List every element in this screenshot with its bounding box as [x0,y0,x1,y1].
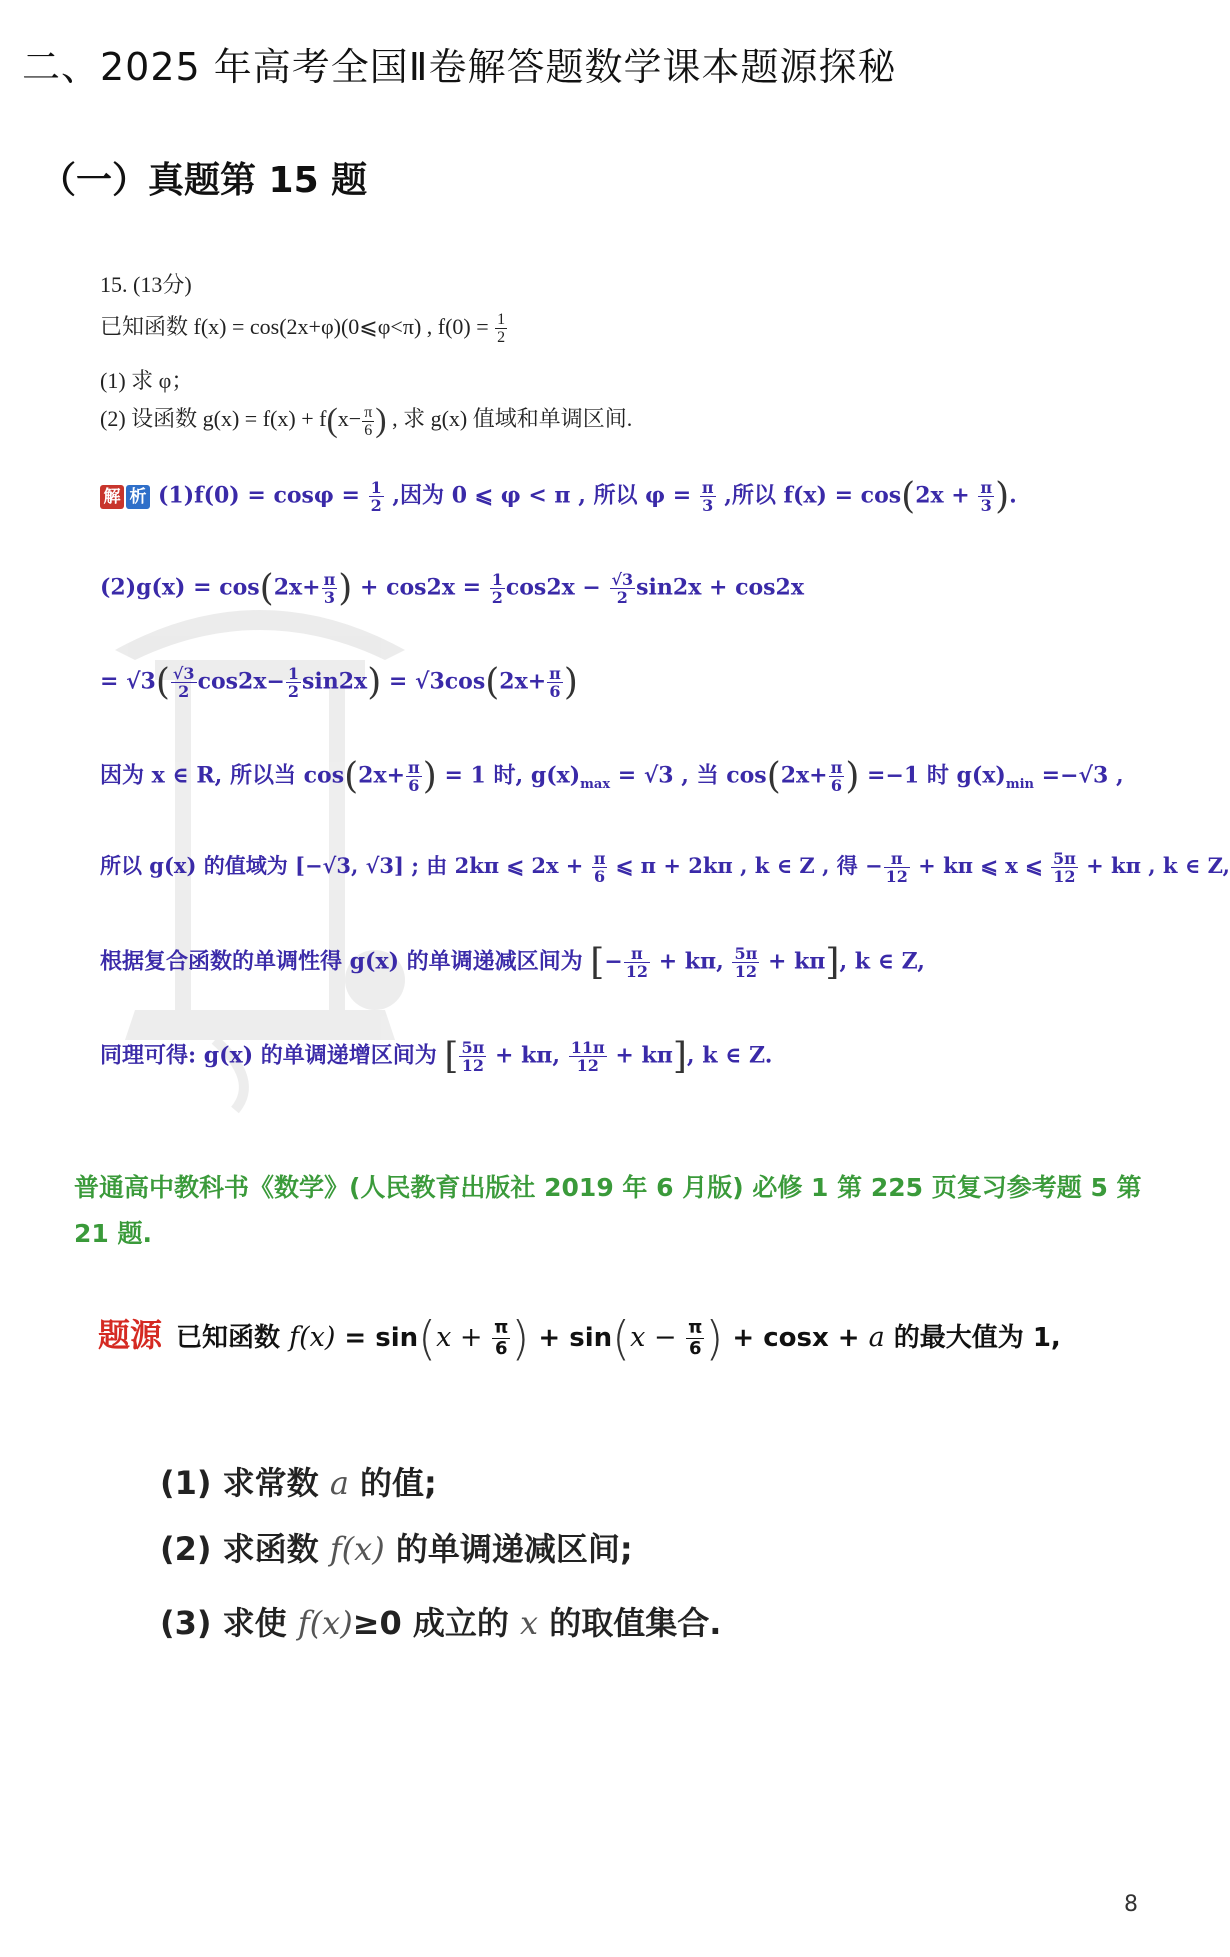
denominator: 12 [885,867,908,886]
solution-line-3 [100,662,578,703]
text: , 求 g(x) 值域和单调区间. [386,406,633,432]
fraction [492,1318,510,1359]
solution-line-4 [100,756,1124,797]
denominator: 2 [370,496,382,515]
text: = √3 [100,668,156,695]
solution-line-5 [100,850,1230,885]
text: 同理可得: g(x) 的单调递增区间为 [100,1042,445,1069]
paren-right: ) [563,662,578,703]
numerator: π [701,478,714,497]
denominator: 6 [364,421,373,439]
denominator: 2 [178,682,190,701]
text: cos2x− [197,668,285,695]
fraction [286,665,301,700]
math: x + [436,1322,492,1353]
denominator: 6 [688,1338,702,1359]
text: 因为 x ∈ R, 所以当 cos [100,762,345,789]
math: f(x) [289,1322,336,1353]
text: + kπ, [487,1042,568,1069]
text: 所以 g(x) 的值域为 [−√3, √3] ; 由 2kπ ⩽ 2x + [100,853,591,878]
numerator: π [593,849,606,868]
numerator: √3 [611,570,634,589]
paren-left: ( [485,662,500,703]
solution-line-7 [100,1036,772,1077]
subquestion-1 [160,1458,437,1504]
fraction [547,665,563,700]
numerator: π [408,758,420,777]
source-label: 题源 [98,1316,163,1354]
text: + sin [529,1323,613,1353]
fraction [610,571,636,606]
text: 求函数 [211,1530,330,1568]
text: − [604,948,623,975]
text: 的值; [348,1464,437,1502]
subquestion-number: (3) [160,1604,212,1642]
fraction [495,311,507,346]
paren-right: ) [705,1311,724,1366]
solution-line-2 [100,568,804,609]
text: + kπ [607,1042,673,1069]
paren-right: ) [422,756,437,797]
numerator: π [624,945,650,963]
text: 已知函数 [176,1323,290,1353]
text: =−√3 , [1034,762,1124,789]
textbook-reference-line-1: 普通高中教科书《数学》(人民教育出版社 2019 年 6 月版) 必修 1 第 225 页复习参考题 5 第 [74,1173,1142,1202]
text: cos2x − [505,574,609,601]
numerator: 1 [497,311,506,329]
numerator: 1 [370,478,382,497]
math: a [329,1464,349,1502]
fraction [171,665,197,700]
subscript: max [580,776,611,792]
solution-tag-char: 析 [126,485,150,509]
text: ,所以 f(x) = cos [716,482,902,509]
paren-right: ) [375,402,387,439]
fraction [700,479,716,514]
text: + kπ [760,948,826,975]
paren-left: ( [259,568,274,609]
text: + kπ, [651,948,732,975]
text: ≥0 成立的 [352,1604,521,1642]
paren-left: ( [155,662,170,703]
denominator: 6 [594,867,606,886]
text: 2x+ [499,668,547,695]
paren-left: ( [766,756,781,797]
fraction [732,945,759,980]
paren-left: ( [418,1311,437,1366]
text: = sin [335,1323,419,1353]
text: 的单调递减区间; [384,1530,633,1568]
paren-right: ) [845,756,860,797]
numerator: 5π [461,1038,485,1057]
fraction [362,404,374,439]
text: 2x + [915,482,978,509]
denominator: 6 [495,1338,508,1359]
denominator: 12 [576,1056,599,1075]
fraction [459,1039,486,1074]
numerator: 1 [287,664,300,683]
solution-line-6 [100,942,925,983]
numerator: π [549,664,561,683]
math: f(x) [297,1604,353,1642]
text: sin2x + cos2x [636,574,804,601]
problem-number: 15. (13分) [100,272,192,297]
fraction [490,571,505,606]
denominator: 12 [1053,867,1076,886]
denominator: 2 [497,329,506,347]
problem-part1: (1) 求 φ； [100,368,194,393]
denominator: 3 [323,588,335,607]
text: + cos2x = [352,574,489,601]
fraction [884,850,910,885]
text: = 1 时, g(x) [436,762,581,789]
denominator: 3 [702,496,714,515]
problem-part2 [100,402,632,440]
fraction [1051,850,1078,885]
numerator: √3 [172,664,195,683]
text: + kπ , k ∈ Z, [1078,853,1230,878]
text: (1)f(0) = cosφ = [158,482,368,509]
background-illustration [95,560,425,1110]
denominator: 12 [625,962,649,981]
fraction [322,571,338,606]
denominator: 2 [287,682,300,701]
subquestion-2 [160,1524,633,1570]
fraction [569,1039,607,1074]
text: sin2x [302,668,368,695]
text: = √3cos [381,668,486,695]
math: x − [630,1322,686,1353]
denominator: 6 [549,682,561,701]
fraction [624,945,650,980]
fraction [686,1318,704,1359]
bracket-left: [ [444,1036,459,1077]
text: 的取值集合. [538,1604,722,1642]
paren-right: ) [995,476,1010,517]
fraction [406,759,422,794]
bracket-left: [ [590,942,605,983]
text: ⩽ π + 2kπ , k ∈ Z , 得 − [608,853,883,878]
math: f(x) [329,1530,385,1568]
text: . [1009,482,1017,509]
numerator: π [830,758,843,777]
text: 2x+ [780,762,828,789]
numerator: 5π [734,944,758,963]
text: =−1 时 g(x) [859,762,1006,789]
source-problem [98,1310,1061,1366]
numerator: π [884,850,910,868]
numerator: π [494,1317,509,1338]
given-text: 已知函数 f(x) = cos(2x+φ)(0⩽φ<π) , f(0) = [100,314,495,339]
text: 求使 [211,1604,298,1642]
fraction [592,850,608,885]
fraction [369,479,384,514]
text: = √3 , 当 cos [610,762,767,789]
fraction [829,759,845,794]
text: + kπ ⩽ x ⩽ [910,853,1050,878]
paren-left: ( [344,756,359,797]
subquestion-3 [160,1598,721,1644]
math: a [868,1322,885,1353]
numerator: π [364,403,373,421]
section-heading: 二、2025 年高考全国Ⅱ卷解答题数学课本题源探秘 [22,45,897,89]
bracket-right: ] [825,942,840,983]
denominator: 2 [491,588,503,607]
numerator: π [323,570,336,589]
text: 的最大值为 1, [884,1323,1061,1353]
denominator: 6 [830,776,843,795]
text: (2)g(x) = cos [100,574,260,601]
numerator: 1 [491,570,503,589]
paren-left: ( [612,1311,631,1366]
problem-given [100,310,508,346]
solution-tag-char: 解 [100,485,124,509]
math: x [520,1604,539,1642]
solution-line-1 [100,476,1017,517]
text: , k ∈ Z. [686,1042,773,1069]
numerator: π [980,478,993,497]
subquestion-number: (1) [160,1464,212,1502]
text: (2) 设函数 g(x) = f(x) + f [100,406,327,432]
text: 求常数 [211,1464,330,1502]
paren-right: ) [338,568,353,609]
bracket-right: ] [672,1036,687,1077]
text: 2x+ [273,574,321,601]
text: 2x+ [358,762,406,789]
paren-right: ) [511,1311,530,1366]
numerator: π [688,1317,703,1338]
page-number: 8 [1124,1892,1138,1917]
denominator: 3 [980,496,992,515]
subquestion-number: (2) [160,1530,212,1568]
subscript: min [1005,776,1035,792]
denominator: 12 [461,1056,485,1075]
text: ,因为 0 ⩽ φ < π , 所以 φ = [384,482,699,509]
paren-left: ( [326,402,338,439]
text: 根据复合函数的单调性得 g(x) 的单调递减区间为 [100,948,591,975]
denominator: 6 [408,776,420,795]
numerator: 5π [1052,849,1076,868]
text: x− [337,406,362,432]
paren-right: ) [367,662,382,703]
textbook-reference-line-2: 21 题. [74,1219,152,1248]
denominator: 12 [734,962,758,981]
paren-left: ( [901,476,916,517]
denominator: 2 [616,588,628,607]
text: + cosx + [723,1323,869,1353]
subsection-heading: （一）真题第 15 题 [40,160,368,201]
numerator: 11π [570,1038,605,1057]
fraction [978,479,994,514]
text: , k ∈ Z, [839,948,925,975]
